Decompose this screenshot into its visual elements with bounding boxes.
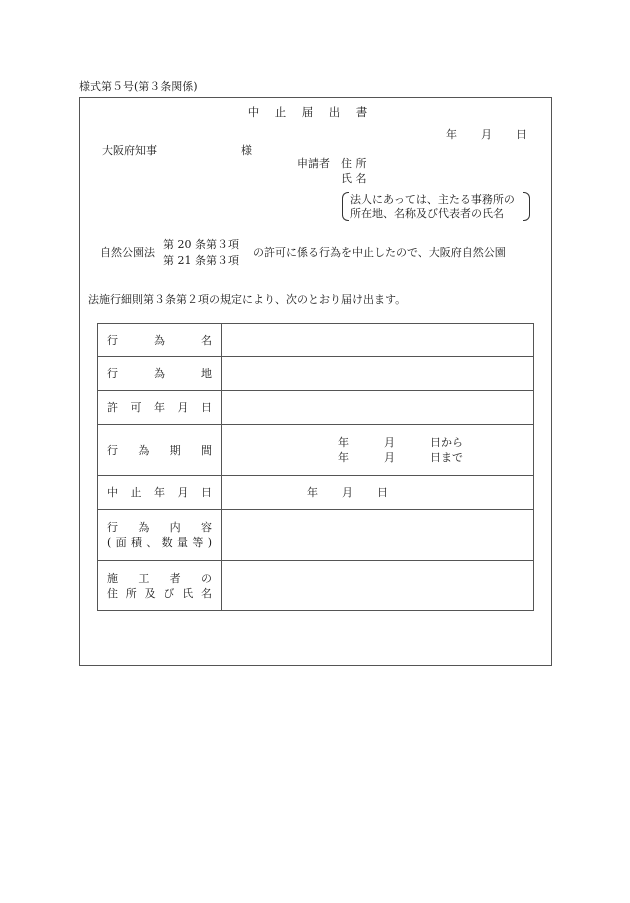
period-to	[222, 450, 533, 465]
title-char: 出	[328, 105, 341, 119]
notification-table	[97, 323, 534, 611]
recipient: 大阪府知事	[102, 144, 157, 157]
row-label-stop-date	[98, 476, 222, 510]
label-char: 行	[107, 367, 118, 380]
corporation-note	[342, 192, 530, 223]
row-label-action-name	[98, 324, 222, 357]
date-month: 月	[481, 128, 492, 141]
row-label-text	[107, 485, 212, 500]
label-char: 名	[200, 586, 212, 600]
label-char: 面	[115, 536, 127, 549]
stop-date	[222, 485, 533, 500]
label-char: 地	[201, 367, 212, 380]
label-char: 年	[154, 401, 165, 414]
submission-date	[446, 128, 527, 142]
row-label-contractor	[98, 561, 222, 611]
label-char: 数	[161, 536, 173, 549]
table-row	[98, 561, 534, 611]
label-char: 施	[107, 571, 118, 585]
label-char: 行	[107, 521, 118, 534]
label-char: 日	[201, 401, 212, 414]
label-char: 日まで	[430, 451, 463, 464]
body-sentence: の許可に係る行為を中止したので、大阪府自然公園	[253, 246, 506, 259]
permit-date-field[interactable]	[222, 391, 534, 425]
row-label-text	[107, 586, 212, 601]
label-char: 行	[107, 333, 118, 347]
label-char: (	[107, 536, 112, 549]
label-char: 年	[307, 486, 318, 499]
label-char: 為	[154, 333, 165, 347]
title-char: 止	[274, 105, 287, 119]
label-char: 者	[169, 571, 181, 585]
action-name-field[interactable]	[222, 324, 534, 357]
label-char: 止	[130, 486, 142, 499]
label-char: び	[163, 586, 175, 600]
label-char: 行	[107, 443, 118, 457]
body-sentence: 法施行細則第３条第２項の規定により、次のとおり届け出ます。	[88, 293, 407, 306]
label-char: 為	[154, 367, 165, 380]
label-char: 月	[342, 486, 353, 499]
row-label-text	[107, 366, 212, 381]
article-20-option: 第 20 条第３項	[163, 238, 239, 251]
period-from	[222, 435, 533, 450]
label-char: 容	[200, 521, 212, 534]
label-char: 為	[138, 443, 150, 457]
row-label-text	[107, 400, 212, 415]
label-char: 中	[107, 486, 118, 499]
row-label-action-period	[98, 425, 222, 476]
row-label-text	[107, 443, 212, 458]
label-char: 等	[192, 536, 204, 549]
date-year: 年	[446, 128, 457, 141]
label-char: 、	[146, 536, 158, 549]
row-label-action-content	[98, 510, 222, 561]
label-char: 月	[384, 451, 395, 464]
title-char: 中	[247, 105, 260, 119]
label-char: 積	[130, 536, 142, 549]
document-title	[240, 105, 375, 120]
label-char: 期	[169, 443, 181, 457]
row-label-text	[107, 520, 212, 535]
row-label-permit-date	[98, 391, 222, 425]
label-char: 年	[338, 436, 349, 449]
action-period-field[interactable]	[222, 425, 534, 476]
label-char: 可	[130, 401, 142, 414]
corporation-note-line: 所在地、名称及び代表者の氏名	[350, 207, 504, 220]
label-char: 及	[144, 586, 156, 600]
row-label-action-site	[98, 357, 222, 391]
form-number-label: 様式第５号(第３条関係)	[79, 80, 198, 93]
label-char: 間	[200, 443, 212, 457]
honorific: 様	[241, 144, 252, 157]
label-char: 為	[138, 521, 150, 534]
contractor-field[interactable]	[222, 561, 534, 611]
table-row	[98, 476, 534, 510]
table-row	[98, 324, 534, 357]
label-char: )	[207, 536, 212, 549]
label-char: 日	[377, 486, 388, 499]
table-row	[98, 510, 534, 561]
label-char: 日から	[430, 436, 463, 449]
corporation-note-line: 法人にあっては、主たる事務所の	[350, 193, 515, 206]
applicant-label: 申請者	[297, 157, 330, 170]
label-char: 月	[177, 486, 189, 499]
label-char: 内	[169, 521, 181, 534]
left-bracket	[342, 192, 349, 221]
label-char: 氏	[182, 586, 194, 600]
label-char: 量	[177, 536, 189, 549]
row-label-text	[107, 571, 212, 586]
stop-date-field[interactable]	[222, 476, 534, 510]
park-law-name: 自然公園法	[100, 246, 155, 259]
table-row	[98, 425, 534, 476]
name-label: 氏 名	[341, 172, 367, 185]
label-char: 年	[154, 486, 165, 499]
action-site-field[interactable]	[222, 357, 534, 391]
label-char: 月	[177, 401, 189, 414]
label-char: 所	[125, 586, 137, 600]
article-21-option: 第 21 条第３項	[163, 254, 239, 267]
action-content-field[interactable]	[222, 510, 534, 561]
row-label-text	[107, 333, 212, 348]
label-char: 工	[138, 571, 150, 585]
address-label: 住 所	[341, 157, 367, 170]
right-bracket	[523, 192, 530, 221]
title-char: 届	[301, 105, 314, 119]
table-row	[98, 357, 534, 391]
date-day: 日	[516, 128, 527, 141]
table-row	[98, 391, 534, 425]
label-char: 日	[201, 486, 212, 499]
label-char: 月	[384, 436, 395, 449]
label-char: 名	[201, 333, 212, 347]
row-label-text	[107, 535, 212, 550]
label-char: 年	[338, 451, 349, 464]
label-char: 住	[107, 586, 118, 600]
label-char: 許	[107, 401, 118, 414]
title-char: 書	[355, 105, 368, 119]
label-char: の	[200, 571, 212, 585]
